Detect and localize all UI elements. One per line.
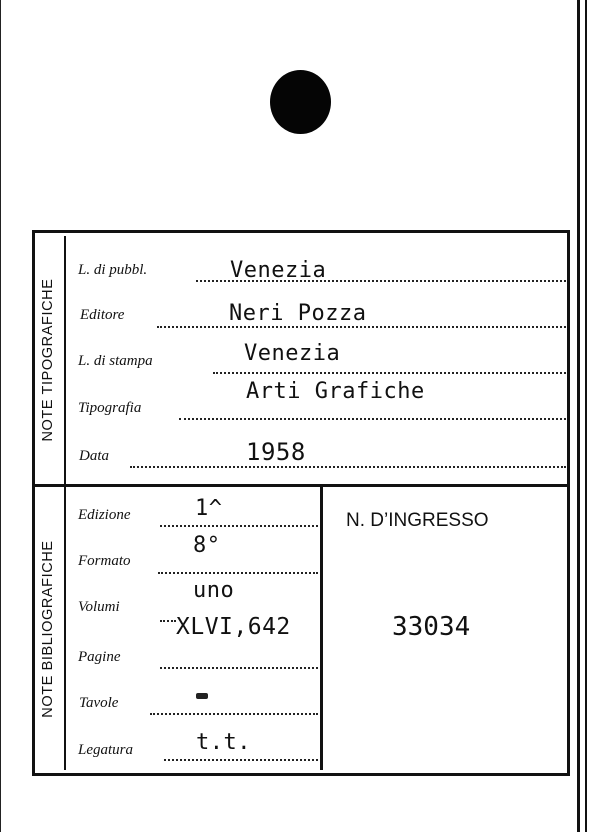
- luogo-stampa-value: Venezia: [244, 341, 341, 366]
- volumi-line: [160, 620, 176, 622]
- side-label-divider: [64, 236, 66, 770]
- punch-hole: [270, 70, 331, 134]
- ingresso-number: 33034: [392, 612, 471, 642]
- legatura-line: [164, 759, 318, 761]
- section-divider: [32, 484, 570, 487]
- ingresso-label: N. D’INGRESSO: [346, 510, 489, 531]
- volumi-label: Volumi: [78, 599, 120, 615]
- ingresso-divider: [320, 487, 323, 770]
- editore-value: Neri Pozza: [229, 301, 367, 326]
- pagine-line: [160, 667, 318, 669]
- luogo-stampa-label: L. di stampa: [78, 353, 153, 369]
- edizione-label: Edizione: [78, 507, 131, 523]
- formato-label: Formato: [78, 553, 131, 569]
- editore-label: Editore: [80, 307, 125, 323]
- legatura-value: t.t.: [196, 730, 251, 755]
- pagine-value: XLVI,642: [176, 614, 291, 640]
- formato-line: [158, 572, 318, 574]
- card-right-edge: [577, 0, 580, 832]
- edizione-value: 1^: [195, 496, 223, 521]
- volumi-value: uno: [193, 578, 235, 603]
- ink-smudge: [196, 693, 208, 699]
- luogo-stampa-line: [213, 372, 566, 374]
- editore-line: [157, 326, 566, 328]
- tipografia-value: Arti Grafiche: [246, 379, 425, 404]
- edizione-line: [160, 525, 318, 527]
- card-right-edge-inner: [585, 0, 587, 832]
- luogo-pubblicazione-value: Venezia: [230, 258, 327, 283]
- data-value: 1958: [246, 438, 306, 466]
- tipografia-line: [179, 418, 566, 420]
- note-tipografiche-label: NOTE TIPOGRAFICHE: [40, 278, 56, 442]
- tavole-line: [150, 713, 318, 715]
- pagine-label: Pagine: [78, 649, 121, 665]
- data-line: [130, 466, 566, 468]
- formato-value: 8°: [193, 533, 221, 558]
- card-left-edge: [0, 0, 1, 832]
- note-bibliografiche-label: NOTE BIBLIOGRAFICHE: [40, 540, 56, 718]
- data-label: Data: [79, 448, 109, 464]
- luogo-pubblicazione-label: L. di pubbl.: [78, 262, 148, 278]
- legatura-label: Legatura: [78, 742, 134, 758]
- tipografia-label: Tipografia: [78, 400, 142, 416]
- tavole-label: Tavole: [79, 695, 119, 711]
